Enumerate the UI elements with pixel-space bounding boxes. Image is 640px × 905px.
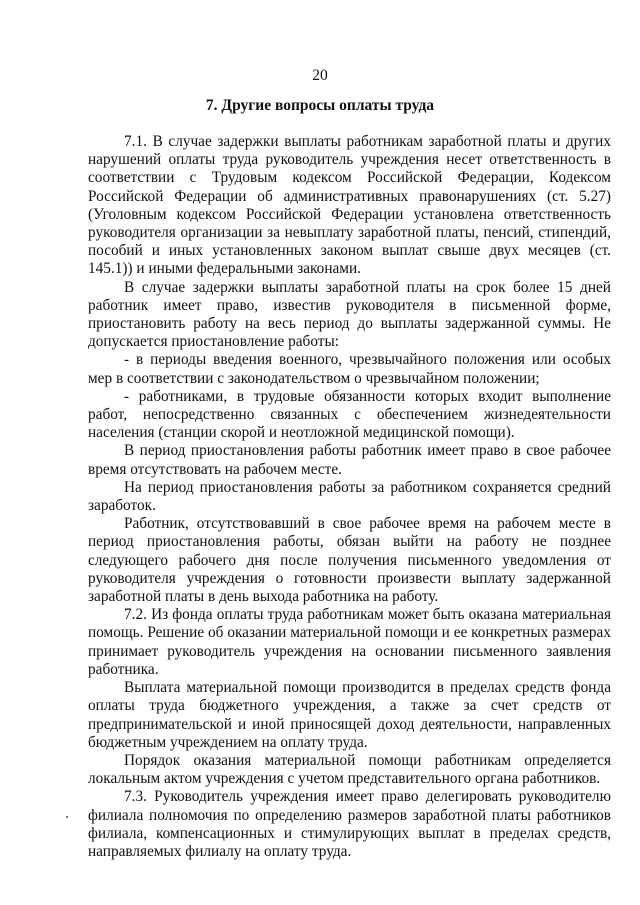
paragraph-delay-right: В случае задержки выплаты заработной платы на срок более 15 дней работник имеет право, известив руководителя в письменной форме, приостановить работу на весь период до выплаты задержанной суммы. Не допускается приостановление работы: [88, 278, 611, 351]
section-heading: 7. Другие вопросы оплаты труда [205, 97, 435, 114]
paragraph-7-1: 7.1. В случае задержки выплаты работникам заработной платы и других нарушений оплаты труда руководитель учреждения несет ответственность в соответствии с Трудовым кодексом Российской Федерации, Кодексом Российской Федерации об административных правонарушениях (ст. 5.27) (Уголовным кодексом Российской Федерации установлена ответственность руководителя организации за невыплату заработной платы, пенсий, стипендий, пособий и иных установленных законом выплат свыше двух месяцев (ст. 145.1)) и иными федеральными законами. [88, 133, 611, 278]
paragraph-exception-military: - в периоды введения военного, чрезвычайного положения или особых мер в соответствии с законодательством о чрезвычайном положении; [88, 351, 611, 387]
scan-speck [66, 816, 68, 818]
paragraph-return-to-work: Работник, отсутствовавший в свое рабочее время на рабочем месте в период приостановления работы, обязан выйти на работу не позднее следующего рабочего дня после получения письменного уведомления от руководителя учреждения о готовности произвести выплату задержанной заработной платы в день выхода работника на работу. [88, 515, 611, 606]
body-text [88, 133, 611, 861]
paragraph-average-earnings: На период приостановления работы за работником сохраняется средний заработок. [88, 478, 611, 515]
paragraph-aid-procedure: Порядок оказания материальной помощи работникам определяется локальным актом учреждения с учетом представительного органа работников. [88, 751, 611, 788]
paragraph-absence-right: В период приостановления работы работник имеет право в свое рабочее время отсутствовать на рабочем месте. [88, 442, 611, 478]
paragraph-exception-lifesupport: - работниками, в трудовые обязанности которых входит выполнение работ, непосредственно связанных с обеспечением жизнедеятельности населения (станции скорой и неотложной медицинской помощи). [88, 387, 611, 442]
paragraph-7-2: 7.2. Из фонда оплаты труда работникам может быть оказана материальная помощь. Решение об оказании материальной помощи и ее конкретных размерах принимает руководитель учреждения на основании письменного заявления работника. [88, 606, 611, 678]
page-number: 20 [312, 67, 328, 84]
paragraph-7-3: 7.3. Руководитель учреждения имеет право делегировать руководителю филиала полномочия по определению размеров заработной платы работников филиала, компенсационных и стимулирующих выплат в пределах средств, направляемых филиалу на оплату труда. [88, 788, 611, 860]
paragraph-aid-funding: Выплата материальной помощи производится в пределах средств фонда оплаты труда бюджетного учреждения, а также за счет средств от предпринимательской и иной приносящей доход деятельности, направленных бюджетным учреждением на оплату труда. [88, 679, 611, 751]
